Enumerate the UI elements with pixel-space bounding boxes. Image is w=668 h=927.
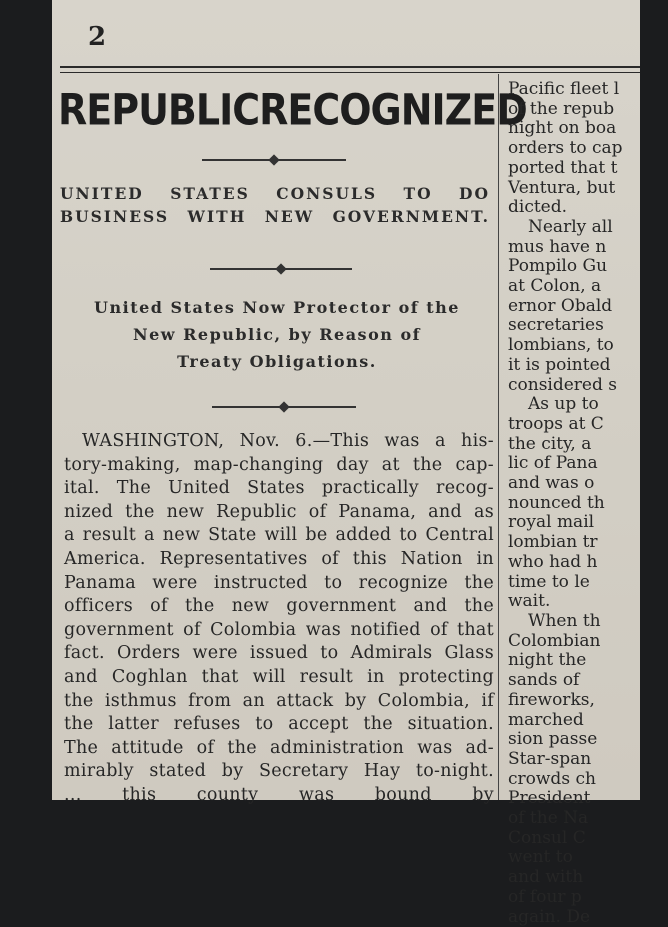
- side-column-line: of the Na: [508, 808, 589, 829]
- newspaper-page: [52, 0, 640, 927]
- subheadline-2-line: United States Now Protector of the: [94, 298, 460, 317]
- side-column-line: of the repub: [508, 98, 615, 119]
- side-column-line: Pompilo Gu: [508, 256, 608, 277]
- body-line: the isthmus from an attack by Colombia, if: [64, 690, 494, 711]
- side-column-line: ernor Obald: [508, 295, 613, 316]
- side-column-line: sion passe: [508, 729, 598, 750]
- adjacent-column: [508, 80, 668, 927]
- body-line: ital. The United States practically recog-: [64, 478, 494, 499]
- subheadline-2: [62, 294, 492, 375]
- body-line: The attitude of the administration was ad-: [64, 737, 494, 758]
- body-line: government of Colombia was notified of that: [64, 619, 494, 640]
- side-column-line: and was o: [508, 473, 595, 494]
- body-line: Panama were instructed to recognize the: [64, 572, 494, 593]
- side-column-line: royal mail: [508, 512, 595, 533]
- body-line: and Coghlan that will result in protecting: [64, 666, 494, 687]
- side-column-line: Pacific fleet l: [508, 79, 620, 99]
- side-column-line: President: [508, 788, 591, 809]
- side-column-line: of four p: [508, 886, 582, 907]
- side-column-line: at Colon, a: [508, 276, 602, 297]
- side-column-line: orders to cap: [508, 138, 623, 159]
- page-number: 2: [88, 22, 108, 52]
- side-column-line: Colombian: [508, 630, 601, 651]
- subheadline-1: UNITED STATES CONSULS TO DO BUSINESS WITH NEW GOVERNMENT.: [60, 184, 490, 226]
- side-column-line: went to: [508, 847, 573, 868]
- side-column-line: who had h: [508, 551, 598, 572]
- side-column-line: lombians, to: [508, 335, 614, 356]
- side-column-line: secretaries: [508, 315, 604, 336]
- article-body: [64, 430, 494, 808]
- body-line: ... this county was bound by: [64, 784, 494, 805]
- body-line: the latter refuses to accept the situation.: [64, 714, 494, 735]
- body-line: mirably stated by Secretary Hay to-night.: [64, 761, 494, 782]
- subheadline-2-line: New Republic, by Reason of: [132, 325, 421, 344]
- side-column-line: crowds ch: [508, 768, 596, 789]
- side-column-line: nounced th: [508, 492, 605, 513]
- subheadline-2-line: Treaty Obligations.: [177, 352, 377, 371]
- side-column-line: fireworks,: [508, 689, 595, 710]
- body-line: nized the new Republic of Panama, and as: [64, 501, 494, 522]
- header-rule: [60, 66, 640, 68]
- column-rule: [498, 74, 499, 800]
- side-column-line: night the: [508, 650, 587, 671]
- body-line: a result a new State will be added to Central: [64, 525, 494, 546]
- side-column-line: it is pointed: [508, 354, 611, 375]
- side-column-line: Nearly all: [528, 216, 613, 237]
- side-column-line: wait.: [508, 591, 551, 612]
- body-line: America. Representatives of this Nation in: [64, 548, 494, 569]
- side-column-line: lombian tr: [508, 532, 598, 553]
- side-column-line: considered s: [508, 374, 618, 395]
- body-line: officers of the new government and the: [64, 596, 494, 617]
- side-column-line: Consul C: [508, 827, 586, 848]
- side-column-line: again. De: [508, 906, 591, 927]
- side-column-line: mus have n: [508, 236, 607, 257]
- section-divider-2: [210, 268, 352, 270]
- side-column-line: time to le: [508, 571, 590, 592]
- side-column-line: night on boa: [508, 118, 617, 139]
- side-column-line: sands of: [508, 670, 580, 691]
- side-column-line: dicted.: [508, 197, 568, 218]
- side-column-line: As up to: [528, 394, 599, 415]
- body-line: tory-making, map-changing day at the cap-: [64, 454, 494, 475]
- body-line: fact. Orders were issued to Admirals Glass: [64, 643, 494, 664]
- side-column-line: ported that t: [508, 157, 618, 178]
- section-divider-3: [212, 406, 356, 408]
- side-column-line: Ventura, but: [508, 177, 616, 198]
- side-column-line: When th: [528, 610, 601, 631]
- side-column-line: and with: [508, 867, 584, 888]
- body-line: WASHINGTON, Nov. 6.—This was a his-: [82, 431, 494, 451]
- side-column-line: the city, a: [508, 433, 592, 454]
- side-column-line: troops at C: [508, 413, 604, 434]
- side-column-line: Star-span: [508, 748, 592, 769]
- section-divider-1: [202, 159, 346, 161]
- side-column-line: marched: [508, 709, 584, 730]
- headline-right: RECOGNIZED: [259, 85, 527, 135]
- headline-left: REPUBLIC: [58, 85, 260, 135]
- header-rule-thin: [60, 72, 640, 73]
- headline: [58, 81, 527, 139]
- side-column-line: lic of Pana: [508, 453, 598, 474]
